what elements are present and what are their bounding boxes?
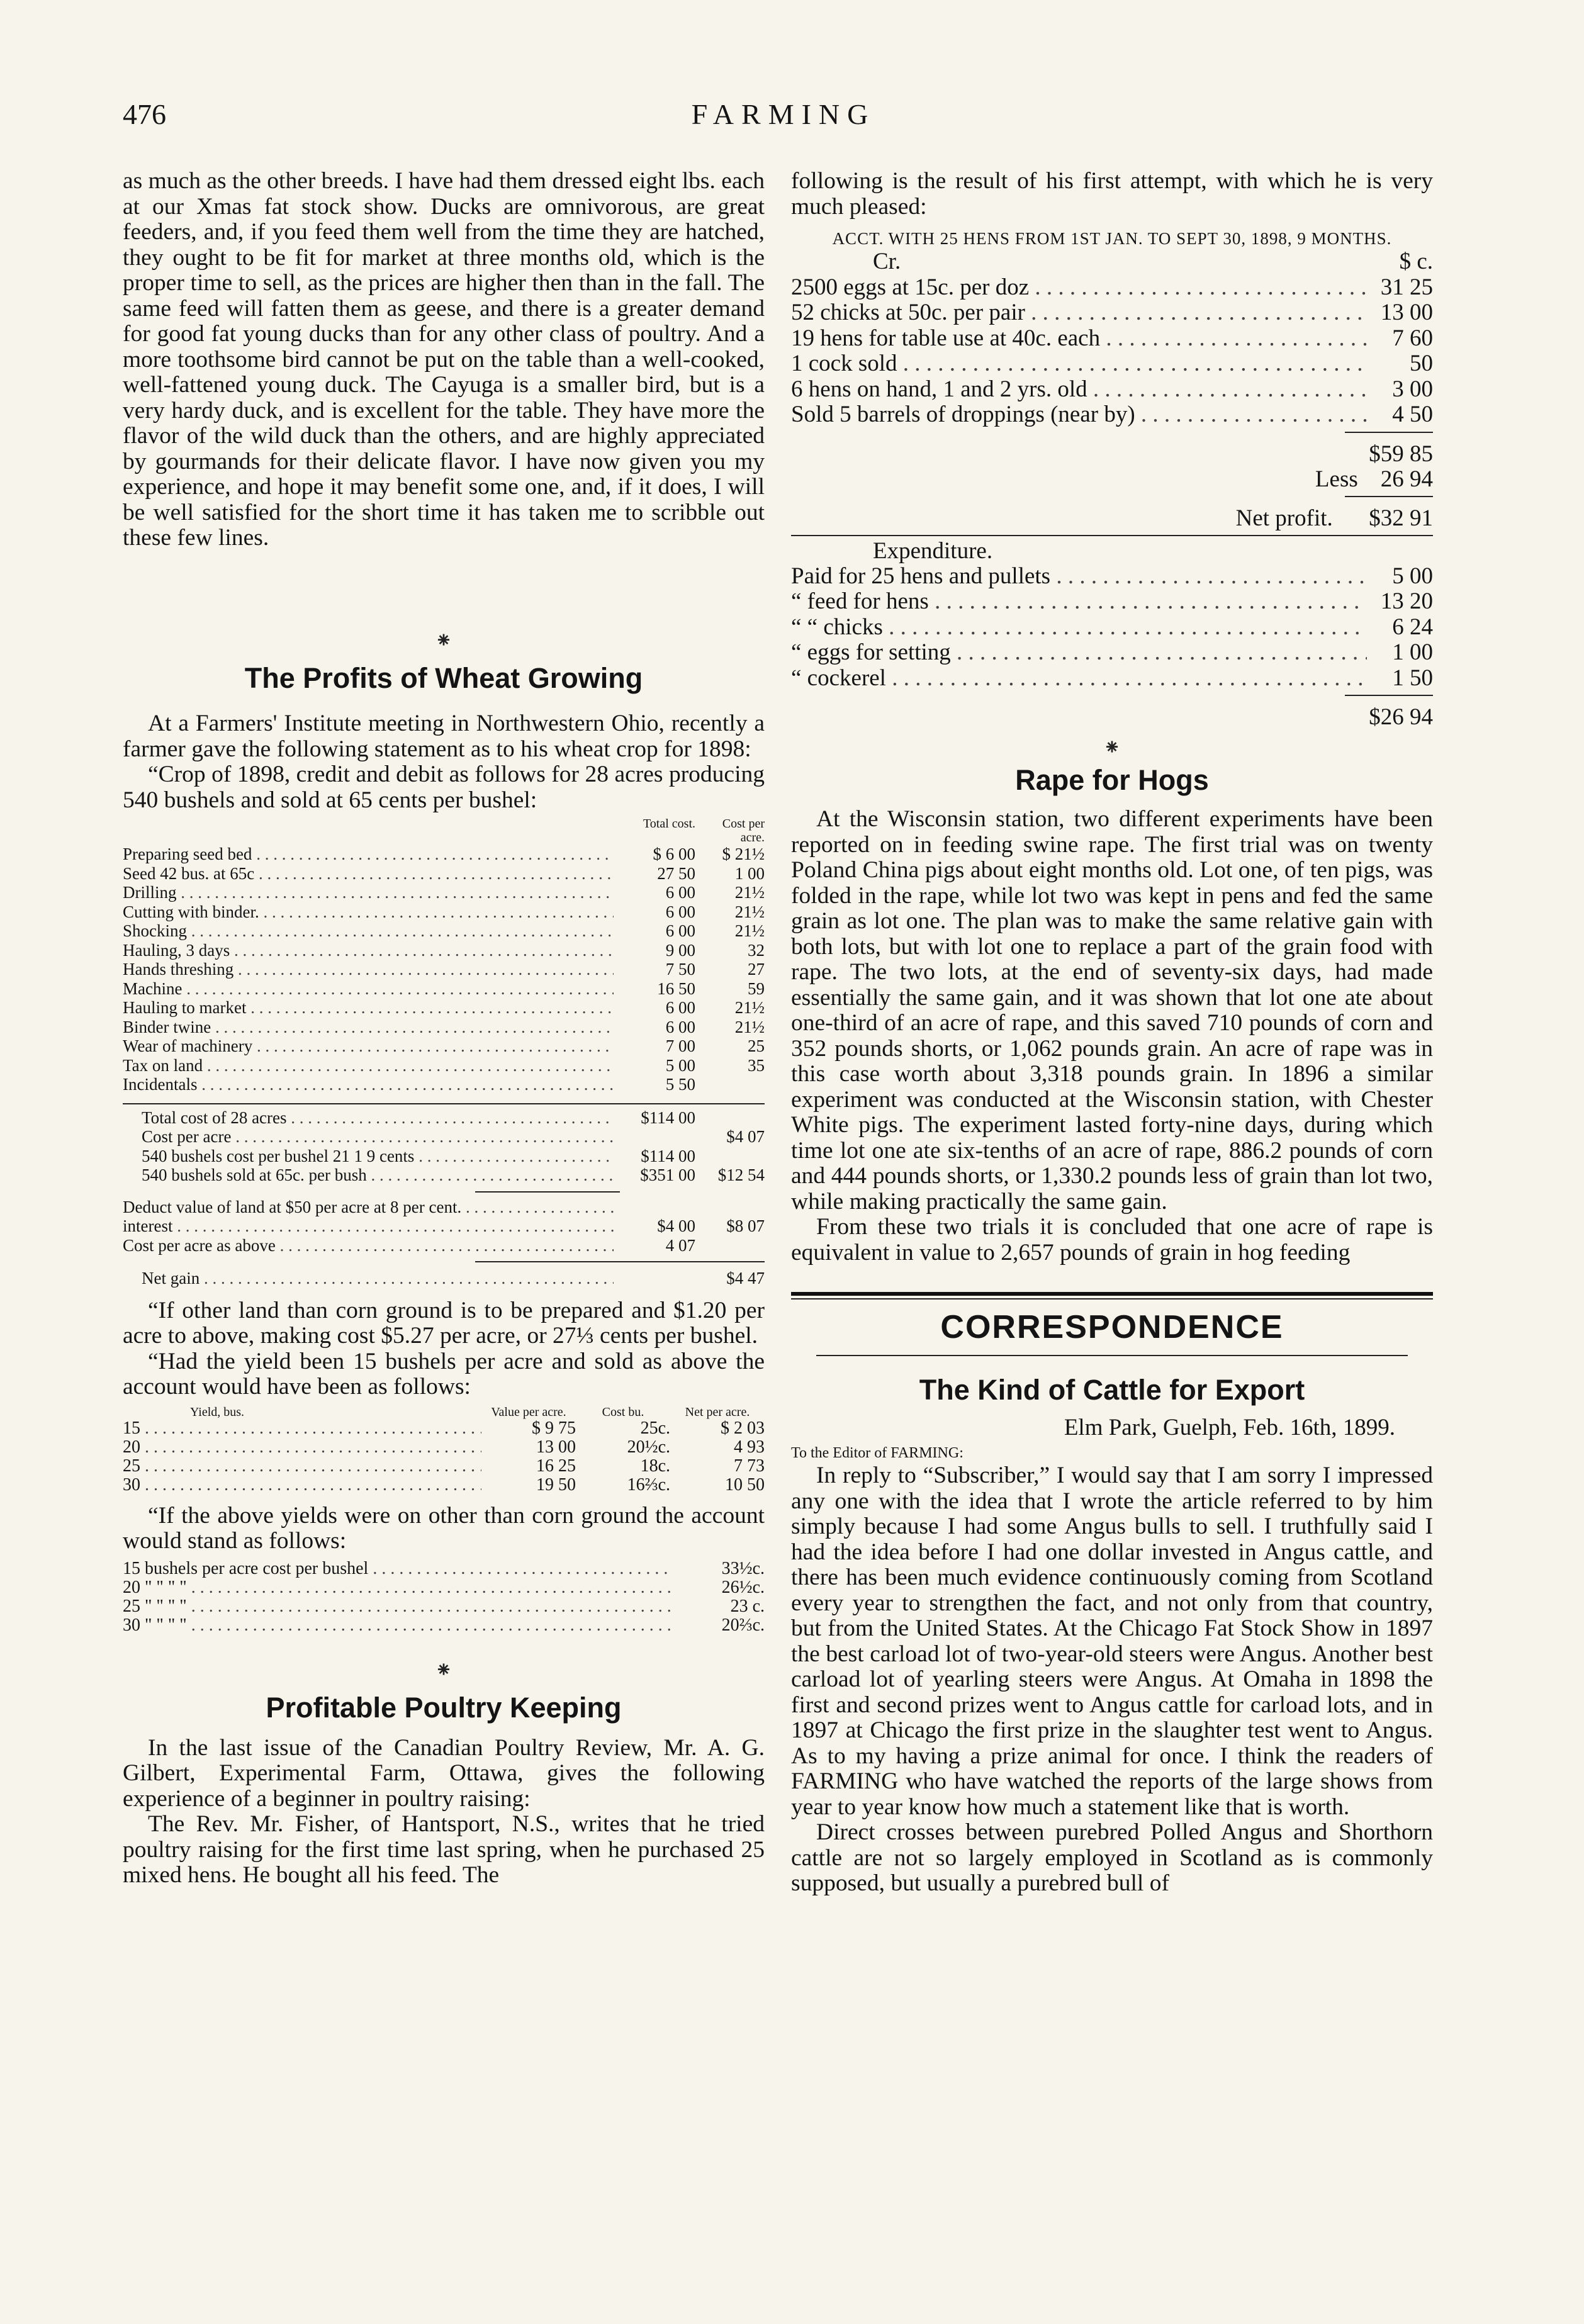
poultry-continued: following is the result of his first attempt, with which he is very much pleased: [791, 168, 1433, 220]
row-label: 15 . . . [123, 1419, 481, 1438]
wheat-paragraph-2: “Crop of 1898, credit and debit as follows for 28 acres producing 540 bushels and sold at 65 cents per bushel: [123, 761, 765, 813]
row-label: Preparing seed bed . . . [123, 845, 614, 864]
table-row [123, 1616, 765, 1635]
table-row [142, 1127, 765, 1147]
running-header [123, 98, 1444, 142]
wheat-paragraph-5: “If the above yields were on other than corn ground the account would stand as follows: [123, 1502, 765, 1554]
table-rule [475, 1191, 620, 1193]
wheat-paragraph-3: “If other land than corn ground is to be prepared and $1.20 per acre to above, making cost $5.27 per acre, or 27⅓ cents per bushel. [123, 1297, 765, 1349]
table-row [791, 666, 1433, 692]
table-row [791, 589, 1433, 615]
row-value: 32 [748, 940, 765, 960]
table-row [123, 1198, 765, 1217]
row-value: 6 00 [665, 998, 695, 1017]
row-value: 21½ [734, 998, 765, 1017]
rape-paragraph-1: At the Wisconsin station, two different experiments have been reported on in feeding swine rape. The first trial was on twenty Poland China pigs about eight months old. Lot one, of ten pigs, was folded in the rape, while lot two was kept in pens and fed the same grain as lot one. The plan was to make the same relative gain with both lots, but with lot one to replace a part of the grain food with rape. The two lots, at the end of seventy-six days, had made essentially the same gain, and it was shown that lot one ate about one-third of an acre of rape, and this saved 710 pounds of corn and 352 pounds shorts, or 1,062 pounds grain. An acre of rape was in this case worth about 3,318 pounds grain. In 1896 a similar experiment was conducted at the Wisconsin station, with Chester White pigs. The experiment lasted forty-nine days, during which time lot one ate six-tenths of an acre of rape, 886.2 pounds of corn and 444 pounds shorts, or 1,330.2 pounds less of grain than lot two, while making practically the same gain. [791, 806, 1433, 1215]
table-row [791, 640, 1433, 666]
table-row [123, 1559, 765, 1578]
row-value: 1 00 [734, 863, 765, 883]
row-label: 19 hens for table use at 40c. each . . . [791, 326, 1367, 352]
wheat-cost-table [123, 845, 765, 1094]
row-label: Machine . . . [123, 979, 614, 999]
row-label: 20 " " " " . . . [123, 1578, 670, 1597]
table-row [123, 1056, 765, 1075]
table-row [791, 300, 1433, 326]
row-value: 27 50 [657, 863, 695, 883]
row-label: Cutting with binder. . . . [123, 902, 614, 922]
row-value: 21½ [734, 1017, 765, 1036]
ornament-divider: ⁕ [434, 629, 453, 653]
row-value: 6 00 [665, 921, 695, 940]
row-value: 25 [748, 1036, 765, 1055]
less-value: 26 94 [1380, 466, 1433, 492]
table-row [123, 1419, 765, 1438]
cr-label: Cr. [873, 249, 901, 274]
row-value: 1 00 [1392, 639, 1433, 665]
table-rule [475, 1261, 765, 1262]
row-label: 15 bushels per acre cost per bushel . . . [123, 1559, 670, 1578]
table-row [123, 1036, 765, 1056]
table-row [123, 1578, 765, 1597]
intro-paragraph: as much as the other breeds. I have had them dressed eight lbs. each at our Xmas fat stock show. Ducks are omnivorous, are great feeders, and, if you feed them well from the time they are hatched, they ought to be fit for market at three months old, which is the proper time to sell, as the prices are higher then than in the fall. The same feed will fatten them as geese, and there is a greater demand for good fat young ducks than for any other class of poultry. And a more toothsome bird cannot be put on the table than a well-cooked, well-fattened young duck. The Cayuga is a smaller bird, but is a very hardy duck, and is excellent for the table. They have more the flavor of the wild duck than the others, and are highly appreciated by gourmands for their delicate flavor. I have now given you my experience, and hope it may benefit some one, and, if it does, I will be well satisfied for the short time it has taken me to scribble out these few lines. [123, 169, 765, 551]
row-value: $4 07 [726, 1127, 765, 1146]
row-value: $114 00 [641, 1146, 695, 1165]
row-label: Deduct value of land at $50 per acre at 8 per cent. . . . [123, 1198, 614, 1217]
row-label: Hands threshing . . . [123, 960, 614, 979]
expense-total: $26 94 [1369, 704, 1433, 730]
row-value: 13 00 [1380, 300, 1433, 325]
row-label: Tax on land . . . [123, 1056, 614, 1075]
table-row [123, 921, 765, 941]
table-row [123, 960, 765, 979]
col-value: Value per acre. [491, 1405, 566, 1419]
table-rule [1345, 496, 1433, 497]
row-value: 21½ [734, 883, 765, 902]
row-label: Wear of machinery . . . [123, 1036, 614, 1056]
row-label: Binder twine . . . [123, 1018, 614, 1037]
net-gain-label: Net gain . . . [142, 1269, 614, 1288]
correspondence-heading: CORRESPONDENCE [940, 1309, 1284, 1345]
net-gain-row [123, 1269, 765, 1288]
right-column [791, 169, 1433, 1897]
row-value: 20⅔c. [721, 1615, 765, 1635]
row-value: 27 [748, 960, 765, 979]
expense-table [791, 564, 1433, 692]
row-value: 23 c. [730, 1596, 765, 1616]
row-value: 5 00 [1392, 563, 1433, 589]
wheat-table-header [123, 817, 765, 845]
row-label: Incidentals . . . [123, 1075, 614, 1094]
row-value: 6 00 [665, 1017, 695, 1036]
table-row [791, 402, 1433, 428]
row-value: 59 [748, 979, 765, 998]
row-label: Hauling, 3 days . . . [123, 941, 614, 960]
row-label: Shocking . . . [123, 921, 614, 941]
section-rule [816, 1355, 1408, 1356]
table-row [142, 1108, 765, 1128]
table-row [123, 1216, 765, 1236]
table-row [791, 351, 1433, 377]
row-value: 25c. [640, 1418, 670, 1438]
table-row [123, 1018, 765, 1037]
row-value: 6 24 [1392, 614, 1433, 640]
cattle-paragraph-2: Direct crosses between purebred Polled Angus and Shorthorn cattle are not so largely employed in Scotland as is commonly supposed, but usually a purebred bull of [791, 1819, 1433, 1896]
row-value: 6 00 [665, 883, 695, 902]
credit-table [791, 275, 1433, 428]
row-value: 5 00 [665, 1055, 695, 1075]
row-label: “ “ chicks . . . [791, 615, 1367, 641]
row-label: 20 . . . [123, 1438, 481, 1457]
col-yield: Yield, bus. [189, 1405, 245, 1419]
other-ground-table [123, 1559, 765, 1635]
row-value: 21½ [734, 921, 765, 940]
poultry-paragraph-1: In the last issue of the Canadian Poultry Review, Mr. A. G. Gilbert, Experimental Farm, Ottawa, gives the following experience of a beginner in poultry raising: [123, 1734, 765, 1812]
row-value: 10 50 [725, 1474, 765, 1495]
table-row [123, 845, 765, 864]
salutation: To the Editor of FARMING: [791, 1445, 963, 1461]
table-row [123, 883, 765, 902]
account-title: ACCT. WITH 25 HENS FROM 1ST JAN. TO SEPT 30, 1898, 9 MONTHS. [832, 229, 1392, 248]
row-label: Total cost of 28 acres . . . [142, 1108, 614, 1128]
row-value: $4 00 [657, 1216, 695, 1235]
row-label: 30 " " " " . . . [123, 1616, 670, 1635]
row-label: 52 chicks at 50c. per pair . . . [791, 300, 1367, 326]
table-row [123, 864, 765, 884]
cattle-paragraph-1: In reply to “Subscriber,” I would say that I am sorry I impressed any one with the idea that I wrote the article referred to by him simply because I had some Angus bulls to sell. I truthfully said I had the idea before I had one dollar invested in Angus cattle, and there has been much evidence continuously coming from Scotland every year to strengthen the fact, and not only from that country, but from the United States. At the Chicago Fat Stock Show in 1897 the best carload lot of two-year-old steers were Angus. Another best carload lot of yearling steers were Angus. At Omaha in 1898 the first and second prizes went to Angus cattle for carload lots, and in 1897 at Chicago the first prize in the slaughter test went to Angus. As to my having a prize animal for once. I think the readers of FARMING who have watched the reports of the large shows from year to year know how much a statement like that is worth. [791, 1462, 1433, 1820]
wheat-deduct [123, 1198, 765, 1255]
row-value: 7 73 [734, 1456, 765, 1476]
row-value: 20½c. [627, 1437, 670, 1457]
table-row [123, 1597, 765, 1616]
row-value: 7 60 [1392, 325, 1433, 351]
row-value: 16⅔c. [627, 1474, 670, 1495]
row-label: “ feed for hens . . . [791, 589, 1367, 615]
row-value: 13 00 [536, 1437, 576, 1457]
ornament-divider: ⁕ [434, 1658, 453, 1682]
col-cost: Cost bu. [602, 1405, 644, 1419]
table-row [791, 326, 1433, 352]
row-label: 6 hens on hand, 1 and 2 yrs. old . . . [791, 377, 1367, 403]
less-label: Less [1315, 466, 1358, 492]
table-row [123, 1476, 765, 1495]
table-row [123, 941, 765, 960]
row-value: $351 00 [640, 1165, 695, 1184]
row-label: Cost per acre as above . . . [123, 1236, 614, 1255]
row-label: 2500 eggs at 15c. per doz . . . [791, 275, 1367, 301]
wheat-paragraph-1: At a Farmers' Institute meeting in Northwestern Ohio, recently a farmer gave the following statement as to his wheat crop for 1898: [123, 710, 765, 762]
table-row [791, 564, 1433, 590]
net-profit-value: $32 91 [1369, 505, 1433, 531]
row-value: 26½c. [721, 1577, 765, 1597]
row-value: 31 25 [1380, 274, 1433, 300]
subtotal: $59 85 [1369, 441, 1433, 467]
row-value: 7 00 [665, 1036, 695, 1055]
article-title-cattle: The Kind of Cattle for Export [919, 1374, 1305, 1406]
row-label: Paid for 25 hens and pullets . . . [791, 564, 1367, 590]
row-value: 50 [1410, 351, 1433, 376]
row-value: $ 6 00 [653, 845, 695, 863]
row-value: 16 25 [536, 1456, 576, 1476]
row-label: 25 " " " " . . . [123, 1597, 670, 1616]
row-value: $ 2 03 [721, 1418, 765, 1438]
col-total-cost: Total cost. [643, 817, 695, 831]
row-label: 1 cock sold . . . [791, 351, 1367, 377]
col-cost-per-acre: Cost per acre. [722, 817, 765, 845]
article-title-wheat: The Profits of Wheat Growing [244, 662, 643, 694]
wheat-totals [123, 1108, 765, 1185]
section-rule [791, 1292, 1433, 1296]
article-title-poultry: Profitable Poultry Keeping [266, 1691, 622, 1724]
row-value: 18c. [640, 1456, 670, 1476]
row-label: Seed 42 bus. at 65c . . . [123, 864, 614, 884]
row-value: 16 50 [657, 979, 695, 998]
table-rule [1345, 432, 1433, 433]
row-value: 33½c. [721, 1558, 765, 1578]
yield-table-header [123, 1405, 765, 1419]
wheat-paragraph-4: “Had the yield been 15 bushels per acre and sold as above the account would have been as follows: [123, 1348, 765, 1400]
row-label: 25 . . . [123, 1457, 481, 1476]
table-row [123, 1457, 765, 1476]
row-value: $ 21½ [722, 845, 765, 863]
section-rule [791, 1298, 1433, 1300]
row-value: 13 20 [1380, 588, 1433, 614]
row-label: 540 bushels cost per bushel 21 1 9 cents . . . [142, 1147, 614, 1166]
row-value: 21½ [734, 902, 765, 921]
table-row [791, 275, 1433, 301]
table-row [123, 1236, 765, 1255]
row-value: 35 [748, 1055, 765, 1075]
table-row [123, 998, 765, 1018]
row-label: “ eggs for setting . . . [791, 640, 1367, 666]
credit-header [791, 249, 1433, 275]
money-label: $ c. [1399, 249, 1433, 274]
table-row [791, 615, 1433, 641]
table-row [123, 1438, 765, 1457]
row-value: $12 54 [717, 1165, 765, 1184]
row-label: “ cockerel . . . [791, 666, 1367, 692]
row-value: $114 00 [641, 1108, 695, 1127]
net-profit-row [791, 506, 1433, 531]
rape-paragraph-2: From these two trials it is concluded that one acre of rape is equivalent in value to 2,657 pounds of grain in hog feeding [791, 1214, 1433, 1266]
row-value: 6 00 [665, 902, 695, 921]
row-value: $8 07 [726, 1216, 765, 1235]
less-row [791, 467, 1433, 492]
row-label: interest . . . [123, 1216, 614, 1236]
row-value: 19 50 [536, 1474, 576, 1495]
article-title-rape: Rape for Hogs [1015, 764, 1209, 796]
row-label: Sold 5 barrels of droppings (near by) . . . [791, 402, 1367, 428]
table-rule [791, 535, 1433, 536]
row-value: 7 50 [665, 960, 695, 979]
table-row [123, 979, 765, 999]
net-profit-label: Net profit. [1235, 505, 1333, 531]
row-label: 30 . . . [123, 1476, 481, 1495]
row-value: 5 50 [665, 1075, 695, 1094]
table-row [123, 1075, 765, 1094]
ornament-divider: ⁕ [1103, 736, 1121, 760]
table-row [791, 377, 1433, 403]
poultry-paragraph-2: The Rev. Mr. Fisher, of Hantsport, N.S., writes that he tried poultry raising for the first time last spring, when he purchased 25 mixed hens. He bought all his feed. The [123, 1811, 765, 1888]
table-rule [1345, 695, 1433, 696]
row-label: Hauling to market . . . [123, 998, 614, 1018]
row-value: 9 00 [665, 940, 695, 960]
table-row [142, 1165, 765, 1185]
running-title: FARMING [691, 98, 876, 130]
col-net: Net per acre. [685, 1405, 750, 1419]
row-value: 3 00 [1392, 376, 1433, 402]
page-number: 476 [123, 98, 166, 130]
row-label: Cost per acre . . . [142, 1127, 614, 1147]
net-gain-value: $4 47 [726, 1269, 765, 1288]
row-value: $ 9 75 [532, 1418, 576, 1438]
dateline: Elm Park, Guelph, Feb. 16th, 1899. [1064, 1415, 1395, 1440]
yield-table [123, 1419, 765, 1495]
row-value: 4 93 [734, 1437, 765, 1457]
row-value: 4 07 [665, 1235, 695, 1255]
expenditure-label: Expenditure. [873, 537, 993, 564]
table-row [123, 902, 765, 922]
row-label: 540 bushels sold at 65c. per bush . . . [142, 1165, 614, 1185]
table-row [142, 1147, 765, 1166]
row-value: 4 50 [1392, 401, 1433, 427]
row-value: 1 50 [1392, 665, 1433, 691]
table-rule [123, 1103, 765, 1104]
row-label: Drilling . . . [123, 883, 614, 902]
left-column [123, 169, 765, 1889]
